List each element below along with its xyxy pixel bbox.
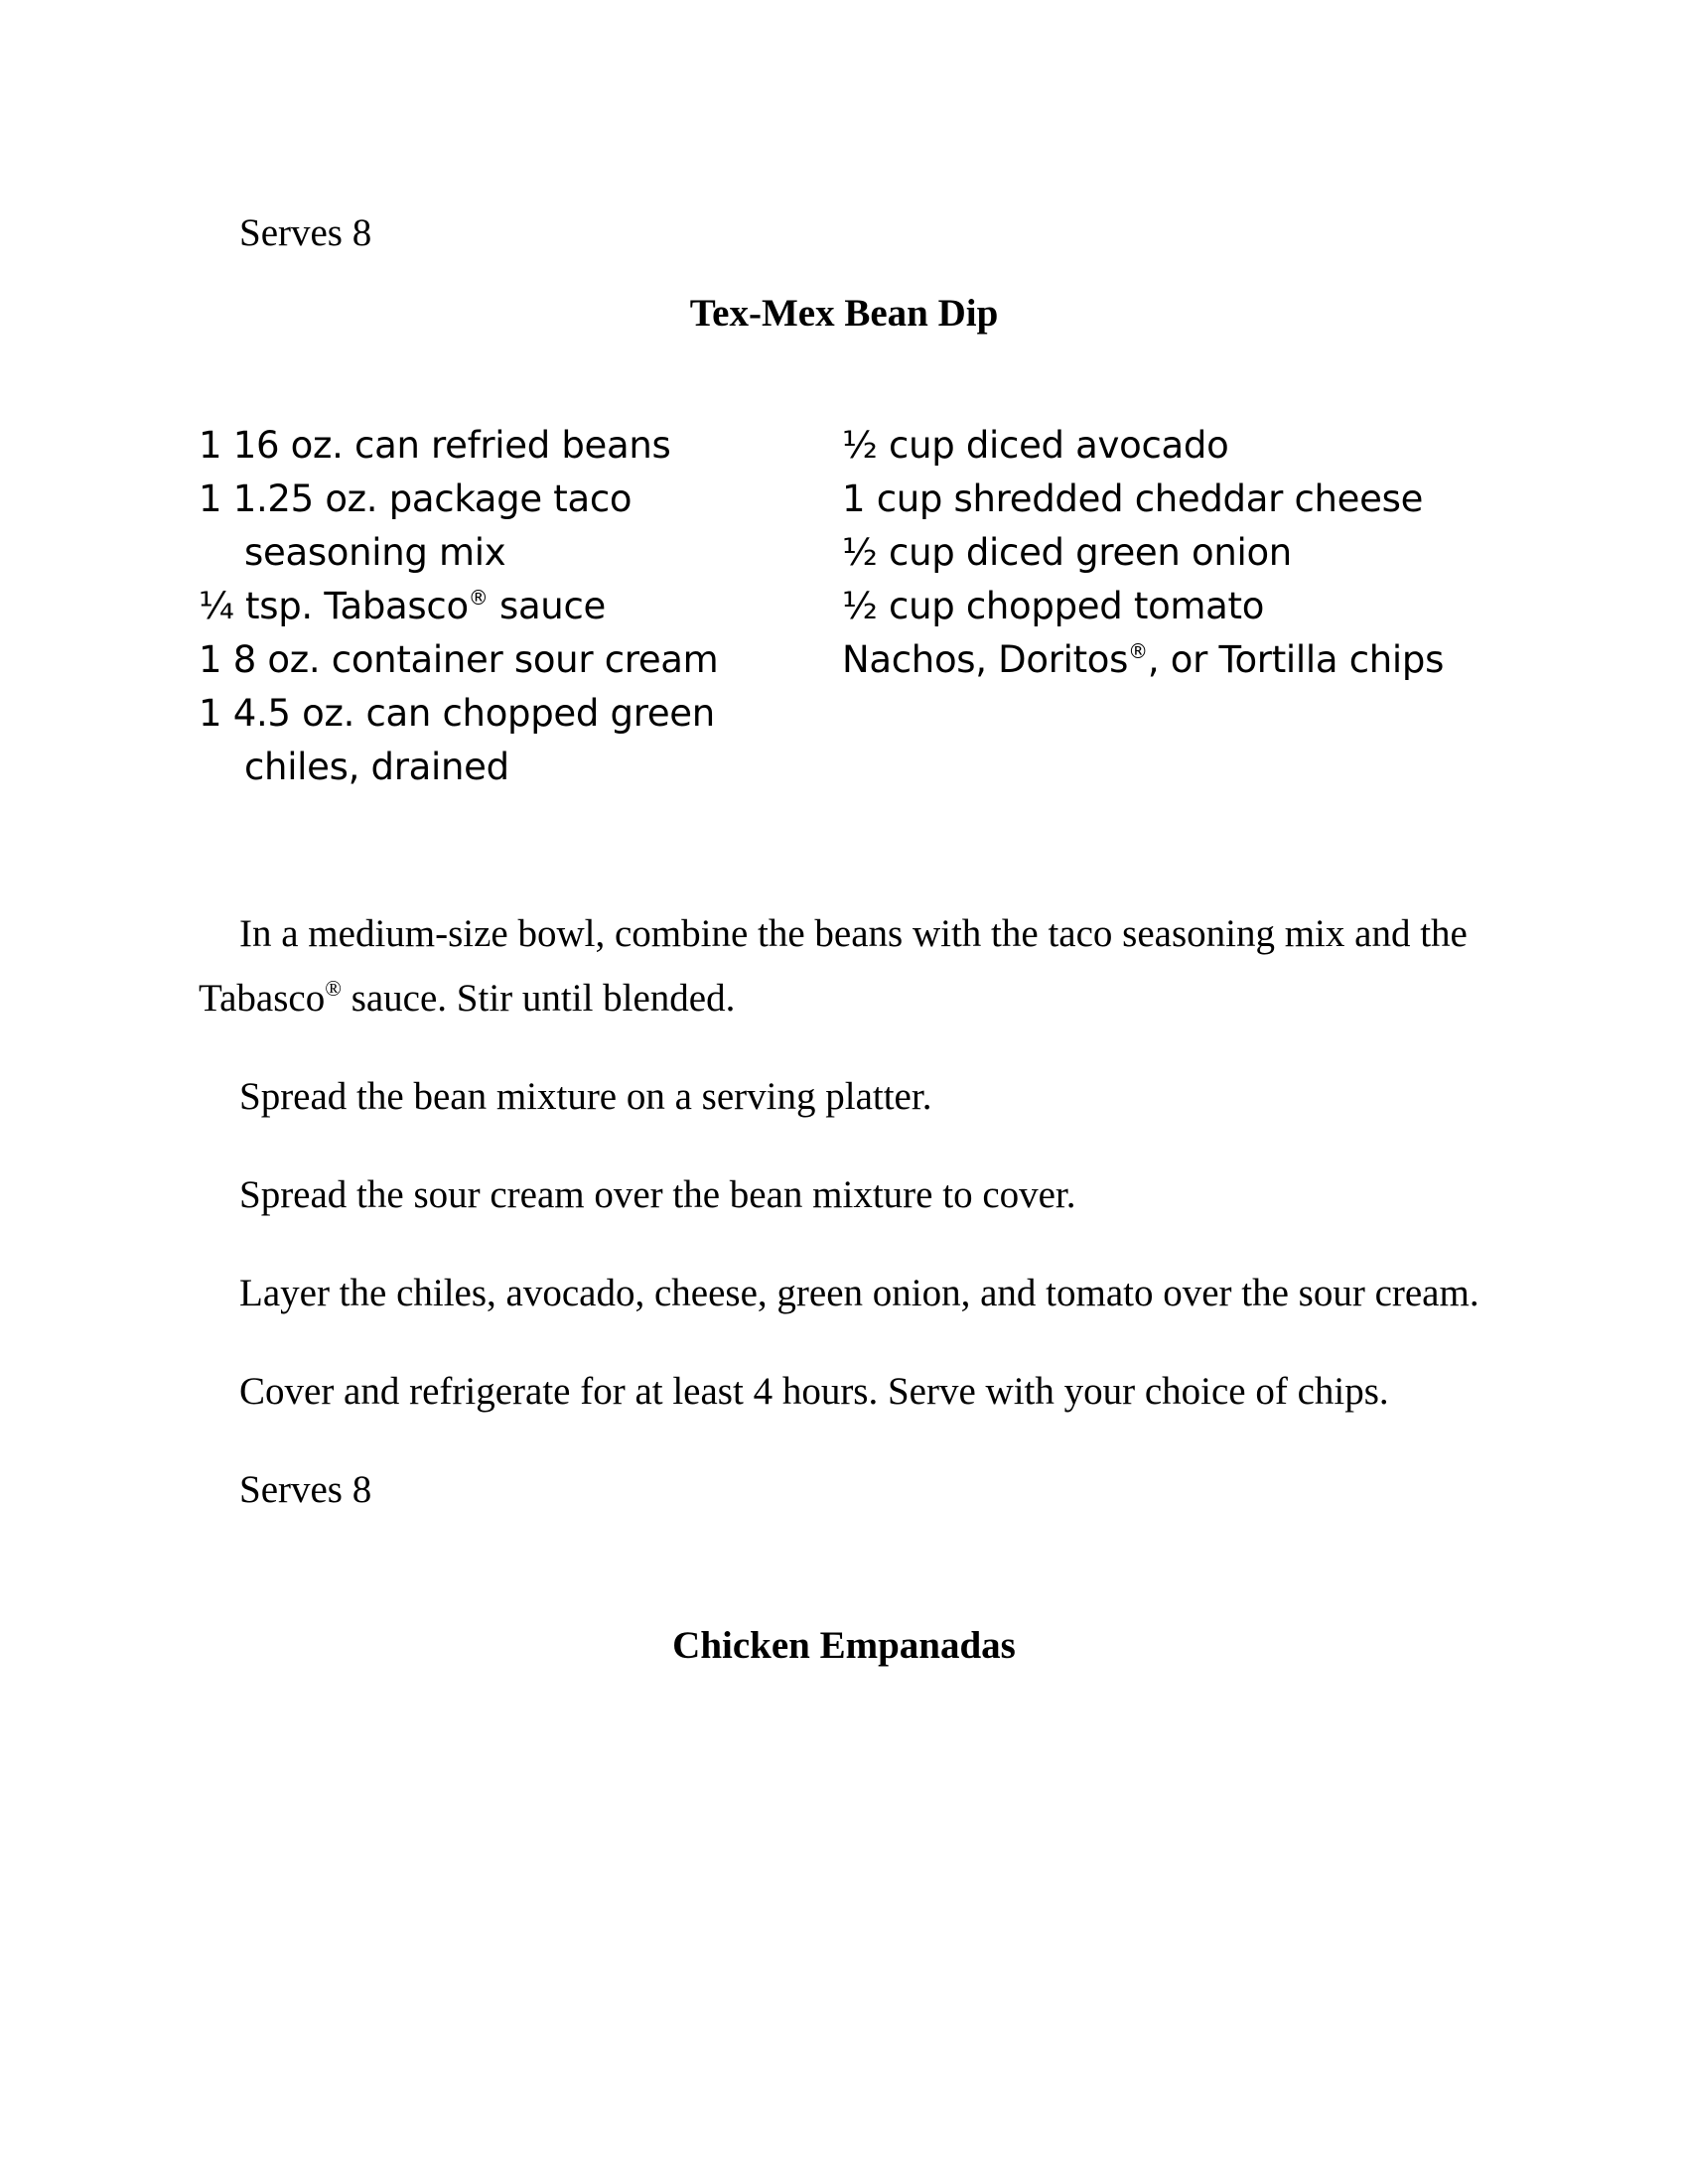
serves-note-top: Serves 8 xyxy=(239,211,372,254)
ingredient-item: 1 cup shredded cheddar cheese xyxy=(842,478,1424,520)
instruction-step: Spread the sour cream over the bean mixture to cover. xyxy=(239,1173,1076,1216)
ingredient-item: 1 4.5 oz. can chopped green chiles, drained xyxy=(199,692,715,788)
ingredient-item: 1 1.25 oz. package taco seasoning mix xyxy=(199,478,633,574)
ingredient-item: 1 16 oz. can refried beans xyxy=(199,424,671,467)
registered-mark: ® xyxy=(1128,639,1148,663)
recipe-title-next: Chicken Empanadas xyxy=(672,1624,1016,1667)
registered-mark: ® xyxy=(325,976,342,1001)
instruction-step: In a medium-size bowl, combine the beans with the taco seasoning mix and the Tabasco® sauce. Stir until blended. xyxy=(199,912,1468,1020)
instruction-step: Cover and refrigerate for at least 4 hours. Serve with your choice of chips. xyxy=(239,1370,1389,1413)
ingredient-list-right xyxy=(842,419,1458,687)
instruction-step: Layer the chiles, avocado, cheese, green onion, and tomato over the sour cream. xyxy=(239,1272,1479,1314)
ingredient-item: ½ cup chopped tomato xyxy=(842,585,1265,627)
ingredient-list-left xyxy=(199,419,794,794)
ingredient-item: 1 8 oz. container sour cream xyxy=(199,638,719,681)
ingredient-item: ¼ tsp. Tabasco® sauce xyxy=(199,585,606,627)
recipe-title: Tex-Mex Bean Dip xyxy=(689,292,999,335)
ingredient-item: ½ cup diced avocado xyxy=(842,424,1229,467)
ingredient-item: ½ cup diced green onion xyxy=(842,531,1292,574)
registered-mark: ® xyxy=(468,586,489,610)
ingredient-item: Nachos, Doritos®, or Tortilla chips xyxy=(842,638,1445,681)
instruction-step: Spread the bean mixture on a serving platter. xyxy=(239,1075,932,1118)
serves-note: Serves 8 xyxy=(239,1468,372,1511)
instructions xyxy=(199,901,1489,1556)
